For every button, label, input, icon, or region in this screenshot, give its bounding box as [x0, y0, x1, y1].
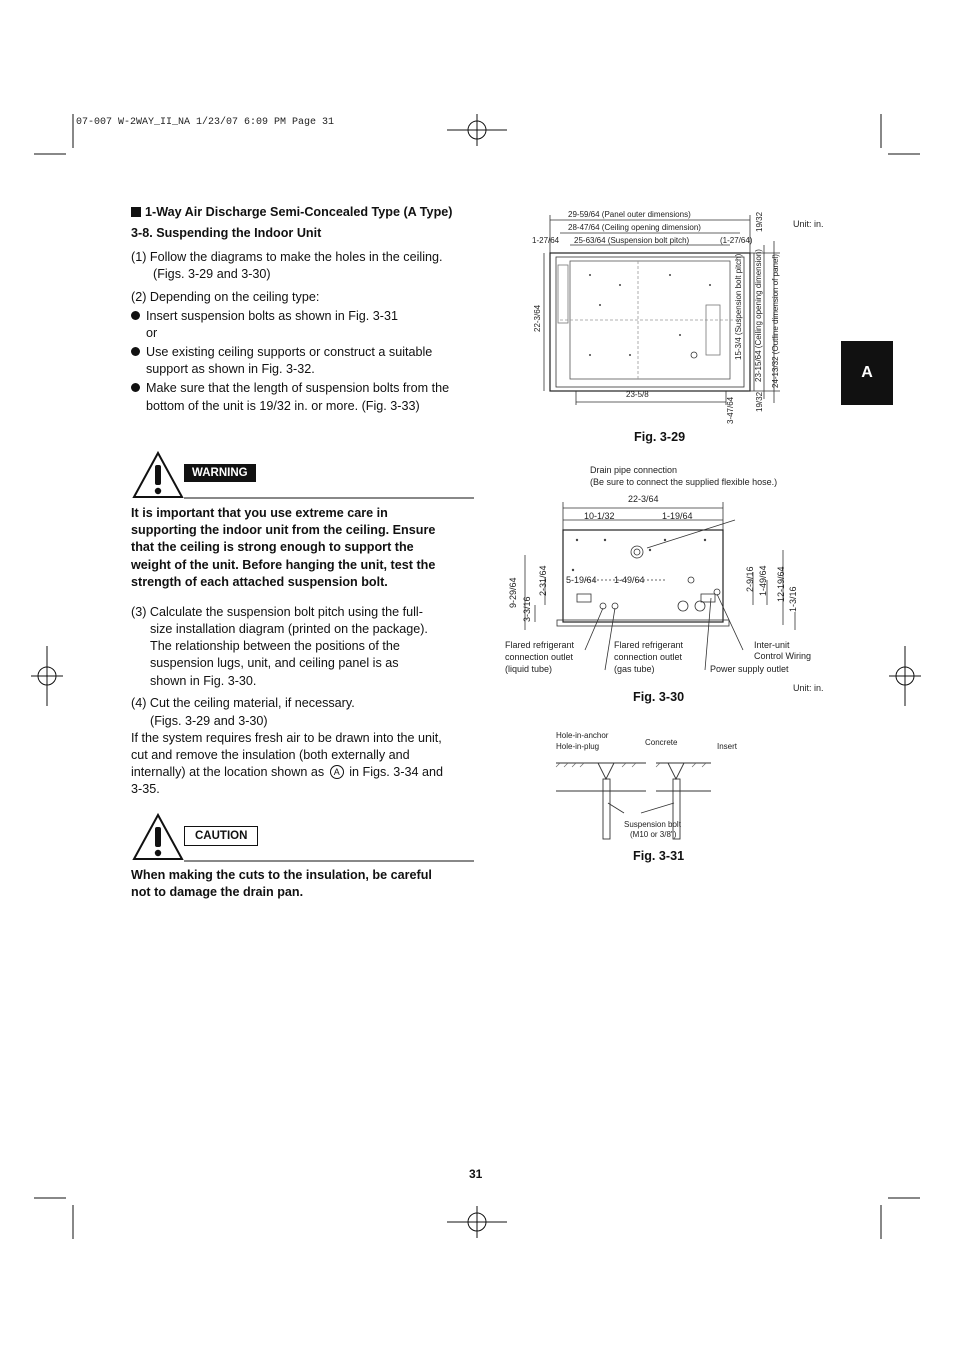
fig29-caption: Fig. 3-29 — [634, 430, 686, 444]
section-heading: 1-Way Air Discharge Semi-Concealed Type (A Type) — [131, 205, 452, 219]
fig31-anchor-l2: Hole-in-plug — [556, 742, 600, 751]
bullet-2-cont: support as shown in Fig. 3-32. — [146, 362, 315, 376]
step-3-l3: The relationship between the positions of the — [150, 639, 400, 653]
fig30-caption: Fig. 3-30 — [633, 690, 685, 704]
fig30-right-c: 12-19/64 — [776, 566, 786, 602]
fig31-bolt-l1: Suspension bolt — [624, 820, 681, 829]
bullet-1-or: or — [146, 326, 158, 340]
fig29-left-dim: 22-3/64 — [533, 304, 542, 332]
fig29-bottom-right: 19/32 — [755, 391, 764, 412]
step-2: (2) Depending on the ceiling type: — [131, 290, 320, 304]
fig30-mid-a: 5-19/64 — [566, 575, 597, 585]
step-4-ref: (Figs. 3-29 and 3-30) — [150, 714, 268, 728]
warning-text-3: that the ceiling is strong enough to support the — [131, 540, 414, 554]
fig30-drain-l1: Drain pipe connection — [590, 465, 678, 475]
fig30-left-a: 9-29/64 — [508, 577, 518, 608]
fig30-right-a: 2-9/16 — [745, 566, 755, 592]
fig31-caption: Fig. 3-31 — [633, 849, 685, 863]
freshair-2: cut and remove the insulation (both externally and — [131, 748, 410, 762]
bullet-1: Insert suspension bolts as shown in Fig. 3-31 — [131, 308, 398, 325]
step-3-l2: size installation diagram (printed on the package). — [150, 622, 428, 636]
fig30-gas-l2: connection outlet — [614, 652, 683, 662]
fig30-right-d: 1-3/16 — [788, 586, 798, 612]
fig29-bottom-small: 3-47/64 — [726, 396, 735, 424]
step-1-ref: (Figs. 3-29 and 3-30) — [153, 267, 271, 281]
fig31-anchor-l1: Hole-in-anchor — [556, 731, 609, 740]
fig30-liquid-l2: connection outlet — [505, 652, 574, 662]
caution-rule — [184, 860, 484, 862]
fig30-top-dim: 22-3/64 — [628, 494, 659, 504]
warning-text-5: strength of each attached suspension bolt. — [131, 575, 388, 589]
freshair-4: 3-35. — [131, 782, 160, 796]
fig29-left-offset: 1-27/64 — [532, 236, 560, 245]
fig31-insert: Insert — [717, 742, 738, 751]
caution-text-1: When making the cuts to the insulation, be careful — [131, 868, 432, 882]
fig29-panel-outer: 29-59/64 (Panel outer dimensions) — [568, 210, 691, 219]
warning-rule — [184, 497, 484, 499]
caution-text-2: not to damage the drain pan. — [131, 885, 304, 899]
step-3-l4: suspension lugs, unit, and ceiling panel is as — [150, 656, 399, 670]
circled-a-symbol: A — [330, 765, 344, 779]
warning-text-2: supporting the indoor unit from the ceiling. Ensure — [131, 523, 436, 537]
step-4: (4) Cut the ceiling material, if necessary. — [131, 696, 355, 710]
warning-text-4: weight of the unit. Before hanging the unit, test the — [131, 558, 436, 572]
fig30-drain-l2: (Be sure to connect the supplied flexible hose.) — [590, 477, 778, 487]
print-info: 07-007 W-2WAY_II_NA 1/23/07 6:09 PM Page 31 — [76, 117, 335, 128]
freshair-1: If the system requires fresh air to be drawn into the unit, — [131, 731, 442, 745]
bullet-icon — [131, 311, 140, 320]
fig30-interunit-l2: Control Wiring — [754, 651, 812, 661]
warning-text-1: It is important that you use extreme care in — [131, 506, 388, 520]
fig30-top-left: 10-1/32 — [584, 511, 615, 521]
fig31-concrete: Concrete — [645, 738, 678, 747]
fig30-left-c: 3-3/16 — [522, 596, 532, 622]
fig31-bolt-l2: (M10 or 3/8") — [630, 830, 677, 839]
fig29-bolt-pitch: 25-63/64 (Suspension bolt pitch) — [574, 236, 690, 245]
fig30-gas-l1: Flared refrigerant — [614, 640, 684, 650]
bullet-3-cont: bottom of the unit is 19/32 in. or more. (Fig. 3-33) — [146, 399, 420, 413]
fig30-interunit-l1: Inter-unit — [754, 640, 790, 650]
fig-3-30-drawing — [505, 460, 805, 660]
caution-triangle-icon — [132, 813, 184, 861]
fig29-v-bolt: 15-3/4 (Suspension bolt pitch) — [734, 253, 743, 360]
fig30-mid-b: 1-49/64 — [614, 575, 645, 585]
fig30-gas-l3: (gas tube) — [614, 664, 655, 674]
fig29-top-right: 19/32 — [755, 211, 764, 232]
fig30-liquid-l3: (liquid tube) — [505, 664, 553, 674]
bullet-3: Make sure that the length of suspension bolts from the — [131, 380, 449, 397]
step-1: (1) Follow the diagrams to make the holes in the ceiling. — [131, 250, 443, 264]
bullet-icon — [131, 383, 140, 392]
fig29-bottom-dim: 23-5/8 — [626, 390, 649, 399]
fig30-top-right: 1-19/64 — [662, 511, 693, 521]
step-3: (3) Calculate the suspension bolt pitch using the full- — [131, 605, 423, 619]
bullet-icon — [131, 347, 140, 356]
bullet-2: Use existing ceiling supports or construct a suitable — [131, 344, 432, 361]
fig29-ceiling-open: 28-47/64 (Ceiling opening dimension) — [568, 223, 701, 232]
fig30-liquid-l1: Flared refrigerant — [505, 640, 575, 650]
caution-badge: CAUTION — [184, 826, 258, 846]
fig30-left-b: 2-31/64 — [538, 565, 548, 596]
fig30-power: Power supply outlet — [710, 664, 789, 674]
fig29-v-ceiling: 23-15/64 (Ceiling opening dimension) — [754, 249, 763, 382]
warning-badge: WARNING — [184, 464, 256, 482]
warning-triangle-icon — [132, 451, 184, 499]
section-tab: A — [841, 341, 893, 405]
freshair-3: internally) at the location shown as A in Figs. 3-34 and — [131, 765, 444, 779]
step-3-l5: shown in Fig. 3-30. — [150, 674, 257, 688]
fig30-unit: Unit: in. — [793, 683, 824, 693]
fig29-v-outline: 24-13/32 (Outline dimension of panel) — [771, 254, 780, 388]
square-bullet-icon — [131, 207, 141, 217]
fig29-right-offset: (1-27/64) — [720, 236, 753, 245]
subheading: 3-8. Suspending the Indoor Unit — [131, 226, 322, 240]
fig30-right-b: 1-49/64 — [758, 565, 768, 596]
page-number: 31 — [469, 1167, 483, 1181]
fig29-unit: Unit: in. — [793, 219, 824, 229]
